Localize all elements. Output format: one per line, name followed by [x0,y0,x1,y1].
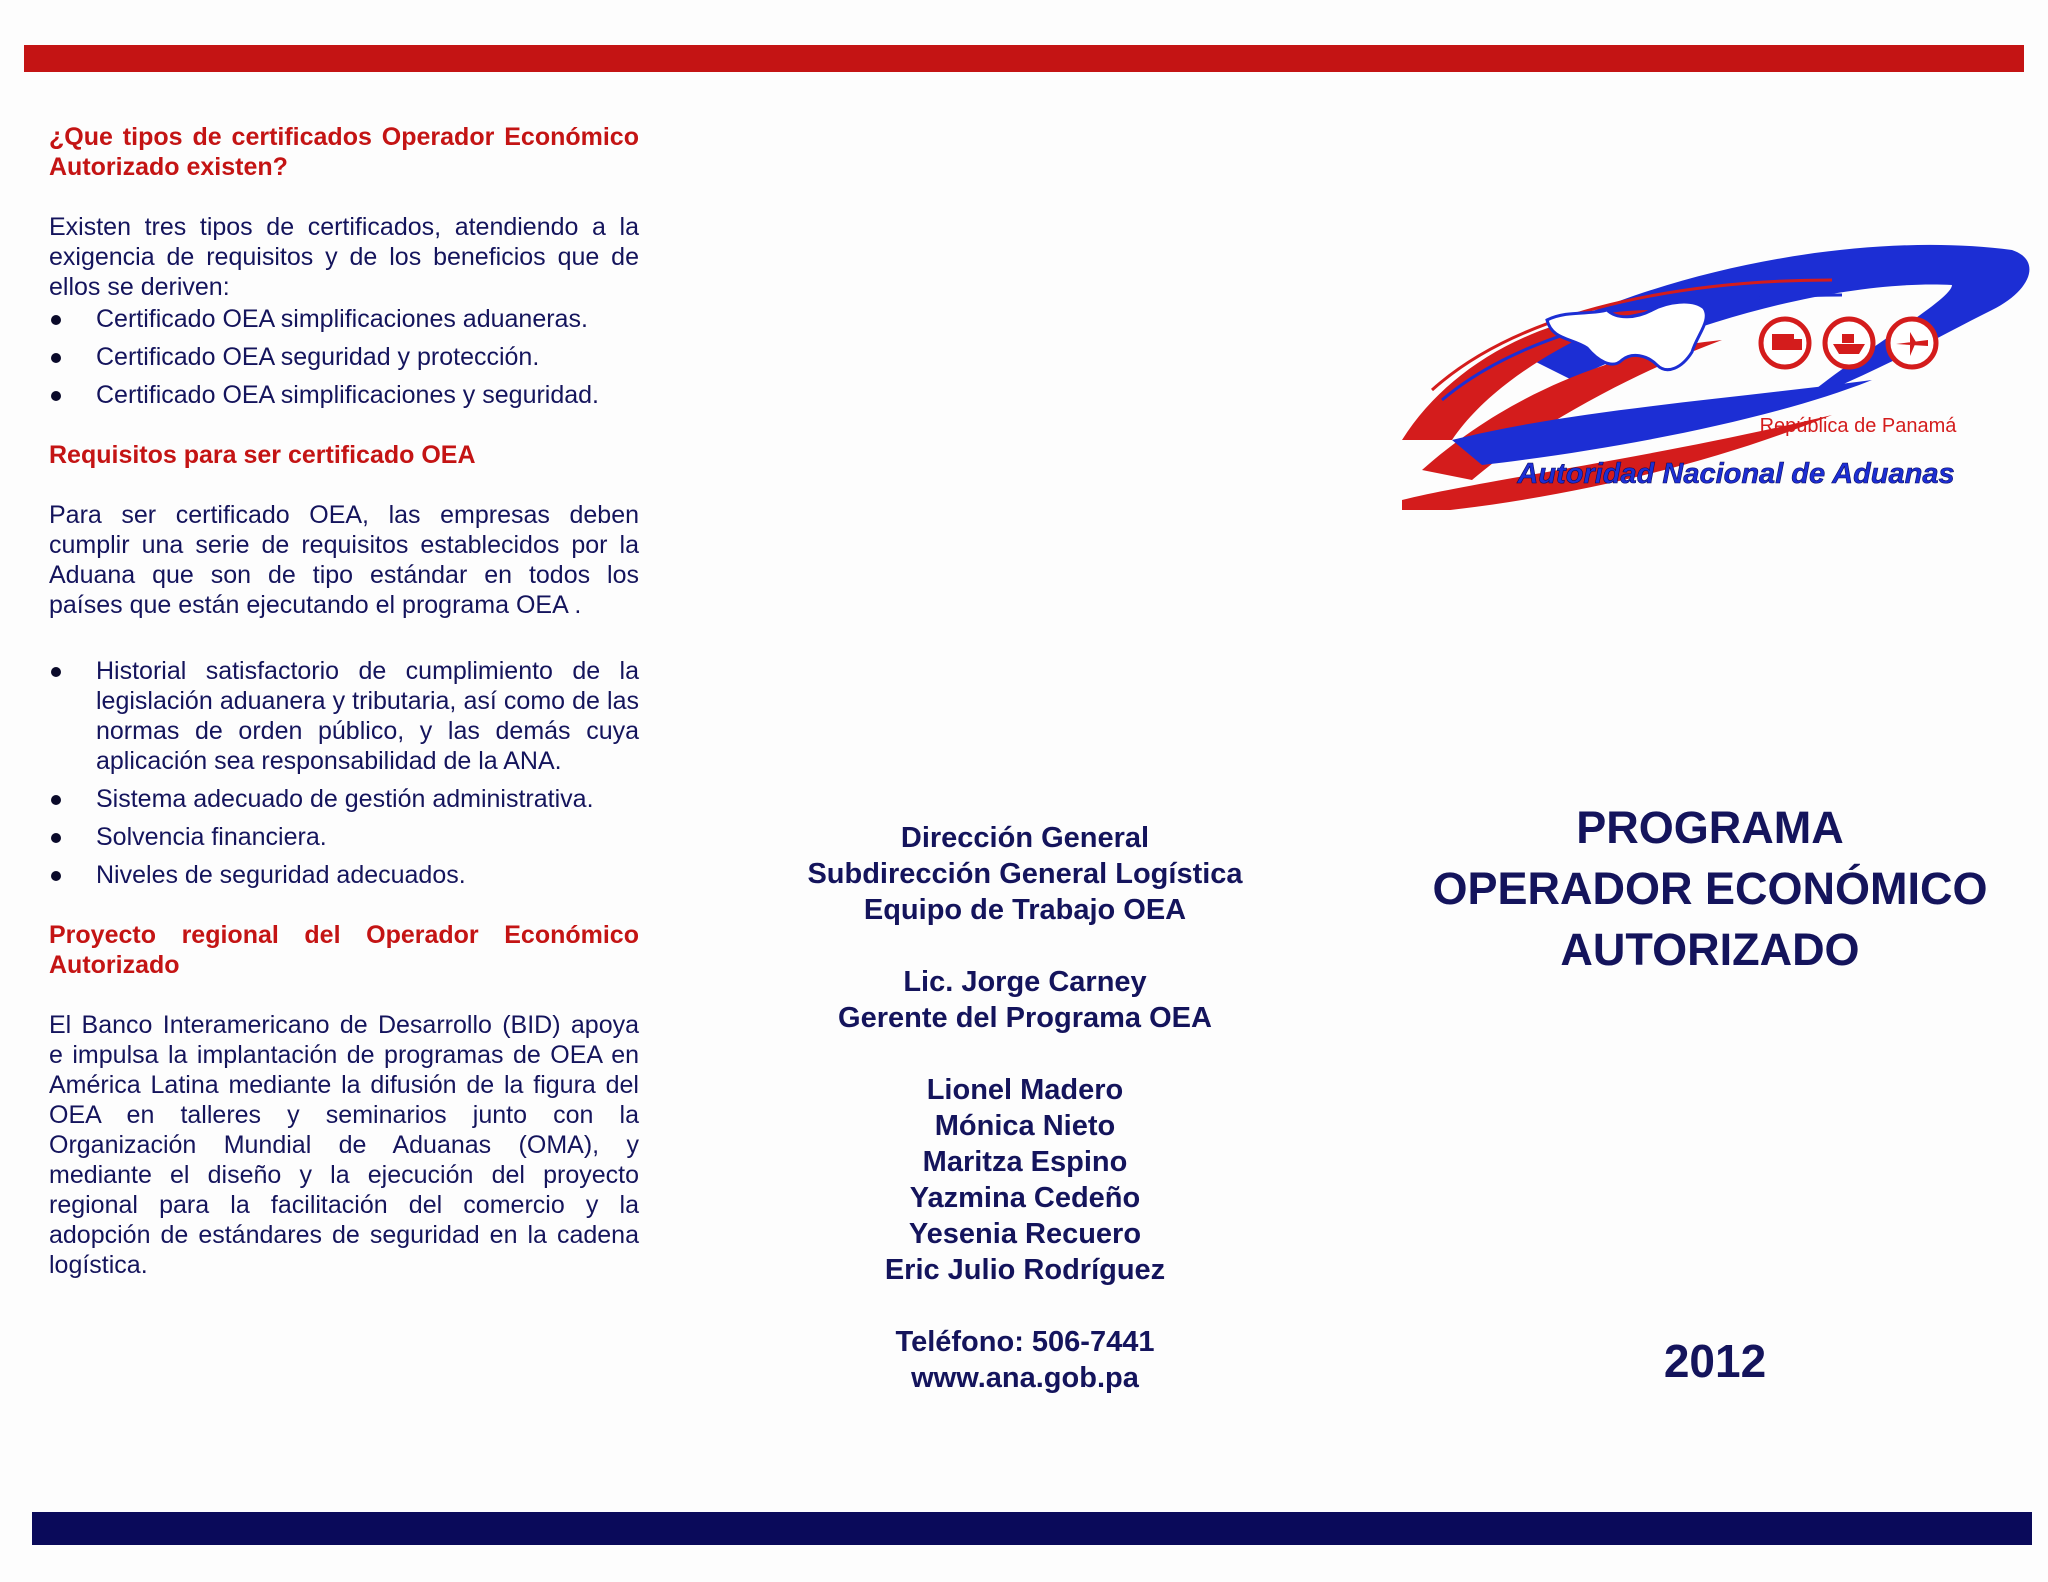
list-item: Certificado OEA seguridad y protección. [49,342,639,372]
team-member: Yazmina Cedeño [909,1182,1141,1214]
left-panel [49,122,639,1280]
list-item: Certificado OEA simplificaciones y seguridad. [49,380,639,410]
program-title [1390,797,2030,980]
list-item: Certificado OEA simplificaciones aduaneras. [49,304,639,334]
title-line: AUTORIZADO [1560,924,1860,975]
list-item: Niveles de seguridad adecuados. [49,860,639,890]
year-label: 2012 [1663,1335,1767,1387]
phone-number: Teléfono: 506-7441 [895,1326,1155,1358]
bullet-icon [51,795,61,805]
logo-agency-text: Autoridad Nacional de Aduanas [1517,458,1955,490]
org-line: Subdirección General Logística [807,858,1243,890]
title-line: PROGRAMA [1576,802,1844,853]
bullet-icon [51,391,61,401]
requirements-list [49,656,639,890]
bottom-navy-bar [32,1512,2032,1545]
logo-country-text: República de Panamá [1759,415,1957,437]
team-member: Lionel Madero [926,1074,1124,1106]
top-red-bar [24,45,2024,72]
regional-project-body: El Banco Interamericano de Desarrollo (BID) apoya e impulsa la implantación de programas de OEA en América Latina mediante la difusión de la figura del OEA en talleres y seminarios junto con la Organización Mundial de Aduanas (OMA), y mediante el diseño y la ejecución del proyecto regional para la facilitación del comercio y la adopción de estándares de seguridad en la cadena logística. [49,1011,639,1279]
list-item: Solvencia financiera. [49,822,639,852]
certificate-types-heading: ¿Que tipos de certificados Operador Económico Autorizado existen? [49,123,639,181]
bullet-icon [51,871,61,881]
team-member: Mónica Nieto [934,1110,1116,1142]
customs-authority-logo [1392,240,2048,510]
certificate-types-intro: Existen tres tipos de certificados, atendiendo a la exigencia de requisitos y de los beneficios que de ellos se deriven: [49,213,639,301]
bullet-icon [51,353,61,363]
manager-role: Gerente del Programa OEA [838,1002,1212,1034]
bullet-icon [51,667,61,677]
requirements-intro: Para ser certificado OEA, las empresas deben cumplir una serie de requisitos establecidos por la Aduana que son de tipo estándar en todos los países que están ejecutando el programa OEA . [49,501,639,619]
manager-name: Lic. Jorge Carney [903,966,1147,998]
team-member: Yesenia Recuero [908,1218,1142,1250]
org-line: Dirección General [900,822,1150,854]
certificate-types-list [49,304,639,410]
requirements-heading: Requisitos para ser certificado OEA [49,441,476,469]
org-line: Equipo de Trabajo OEA [863,894,1187,926]
bullet-icon [51,833,61,843]
list-item: Historial satisfactorio de cumplimiento de la legislación aduanera y tributaria, así como de las normas de orden público, y las demás cuya aplicación sea responsabilidad de la ANA. [49,656,639,776]
bullet-icon [51,315,61,325]
team-member: Maritza Espino [922,1146,1128,1178]
middle-panel [745,820,1305,1396]
title-line: OPERADOR ECONÓMICO [1432,863,1988,914]
website-link[interactable]: www.ana.gob.pa [911,1362,1139,1394]
list-item: Sistema adecuado de gestión administrativa. [49,784,639,814]
regional-project-heading: Proyecto regional del Operador Económico Autorizado [49,921,639,979]
team-member: Eric Julio Rodríguez [884,1254,1166,1286]
